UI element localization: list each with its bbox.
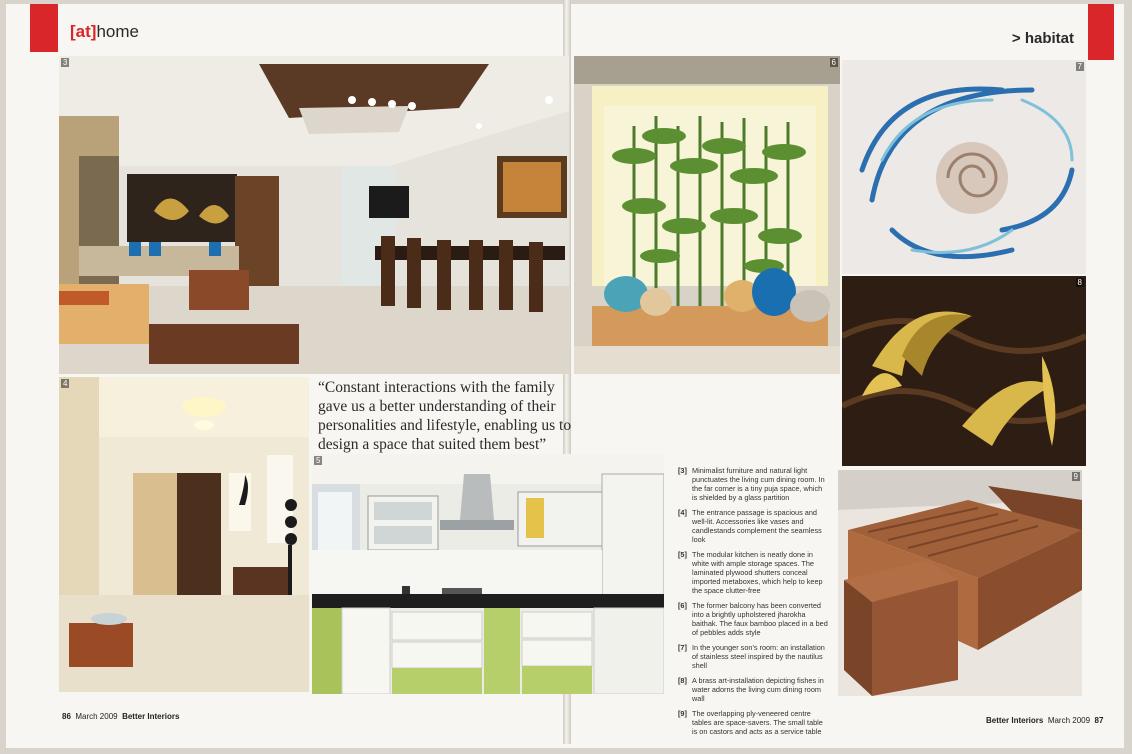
magazine-name-right: Better Interiors <box>986 716 1044 725</box>
caption-5 <box>678 550 828 595</box>
caption-text: The former balcony has been converted into a brightly upholstered jharokha baithak. The faux bamboo placed in a bed of pebbles adds style <box>692 601 828 637</box>
section-at: [at] <box>70 22 97 41</box>
caption-3 <box>678 466 828 502</box>
page-number-left: 86 <box>62 712 71 721</box>
caption-text: In the younger son's room: an installation of stainless steel inspired by the nautilus shell <box>692 643 825 670</box>
magazine-name-left: Better Interiors <box>122 712 180 721</box>
issue-date-right: March 2009 <box>1047 716 1091 725</box>
photo-number-8: 8 <box>1077 278 1082 287</box>
issue-date-left: March 2009 <box>75 712 118 721</box>
living-room-illustration <box>59 56 569 374</box>
entrance-illustration <box>59 377 309 692</box>
caption-text: The overlapping ply-veneered centre tables are space-savers. The small table is on castors and acts as a service table <box>692 709 823 736</box>
caption-list <box>678 466 828 742</box>
photo-modular-kitchen <box>312 454 664 694</box>
photo-number-9: 9 <box>1073 472 1078 481</box>
nautilus-illustration <box>842 60 1086 274</box>
red-tab-right <box>1088 4 1114 60</box>
section-header-left <box>70 22 139 42</box>
caption-text: The modular kitchen is neatly done in white with ample storage spaces. The laminated plywood shutters conceal imported metaboxes, which help to keep the space clutter-free <box>692 550 823 595</box>
photo-number-6: 6 <box>831 58 836 67</box>
photo-nautilus-installation <box>842 60 1086 274</box>
footer-left <box>62 712 179 721</box>
red-tab-left <box>30 4 58 52</box>
caption-9 <box>678 709 828 736</box>
caption-4 <box>678 508 828 544</box>
caption-number: [4] <box>678 508 687 517</box>
brass-fishes-illustration <box>842 276 1086 466</box>
photo-number-5: 5 <box>316 456 321 465</box>
caption-8 <box>678 676 828 703</box>
caption-text: The entrance passage is spacious and well-lit. Accessories like vases and candlestands complement the seamless look <box>692 508 822 544</box>
section-header-right: > habitat <box>1011 30 1074 47</box>
balcony-illustration <box>574 56 840 374</box>
photo-brass-fishes <box>842 276 1086 466</box>
pull-quote: “Constant interactions with the family gave us a better understanding of their personalities and lifestyle, enabling us to design a space that suited them best” <box>318 379 572 453</box>
caption-number: [3] <box>678 466 687 475</box>
photo-living-dining <box>59 56 569 374</box>
caption-number: [9] <box>678 709 687 718</box>
kitchen-illustration <box>312 454 664 694</box>
caption-text: Minimalist furniture and natural light punctuates the living cum dining room. In the far corner is a tiny puja space, which is shielded by a glass partition <box>692 466 825 502</box>
footer-right <box>986 716 1103 725</box>
caption-number: [7] <box>678 643 687 652</box>
photo-centre-tables <box>838 470 1082 696</box>
caption-number: [8] <box>678 676 687 685</box>
caption-7 <box>678 643 828 670</box>
photo-entrance-passage <box>59 377 309 692</box>
caption-text: A brass art-installation depicting fishes in water adorns the living cum dining room wall <box>692 676 824 703</box>
section-home: home <box>96 22 139 41</box>
page-number-right: 87 <box>1094 716 1104 725</box>
caption-6 <box>678 601 828 637</box>
photo-number-3: 3 <box>63 58 68 67</box>
photo-number-4: 4 <box>63 379 68 388</box>
caption-number: [6] <box>678 601 687 610</box>
photo-number-7: 7 <box>1077 62 1082 71</box>
tables-illustration <box>838 470 1082 696</box>
photo-balcony-baithak <box>574 56 840 374</box>
caption-number: [5] <box>678 550 687 559</box>
